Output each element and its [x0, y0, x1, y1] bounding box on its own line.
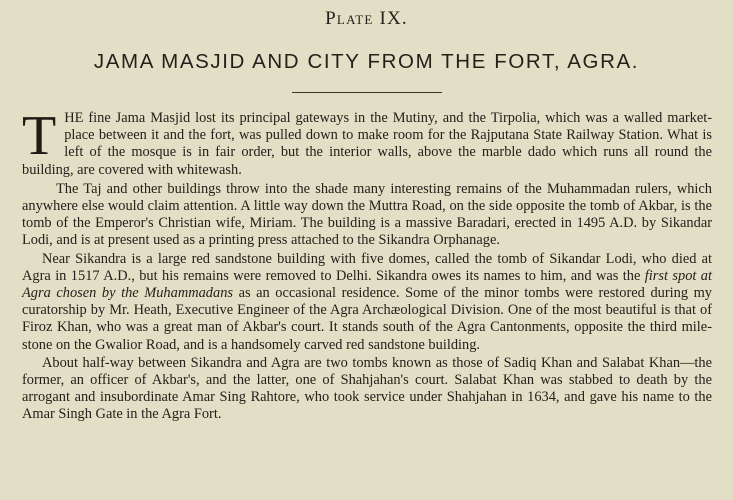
- plate-label: Plate IX.: [325, 8, 408, 29]
- paragraph-4: [22, 355, 712, 424]
- drop-cap: T: [22, 105, 57, 167]
- body-text: [22, 105, 713, 425]
- paragraph-3-italic-phrase: first spot at Agra chosen by the Muhammadans: [22, 267, 713, 302]
- paragraph-3-text-end: as an occasional residence. Some of the minor tombs were restored during my curatorship by Mr. Heath, Executive Engineer of the Agra Archæological Division. One of the most beautiful is that of Firoz Khan, who was a great man of Akbar's court. It stands south of the Agra Cantonments, opposite the third mile-stone on the Gwalior Road, and is a handsomely carved red sandstone building.: [22, 285, 712, 353]
- paragraph-1-text: HE fine Jama Masjid lost its principal gateways in the Mutiny, and the Tirpolia, which was a walled market-place between it and the fort, was pulled down to make room for the Rajputana State Railway Station. What is left of the mosque is in fair order, but the interior walls, above the marble dado which runs all round the building, are covered with whitewash.: [22, 110, 712, 178]
- paragraph-4-text: About half-way between Sikandra and Agra are two tombs known as those of Sadiq Khan and Salabat Khan—the former, an officer of Akbar's, and the latter, one of Shahjahan's court. Salabat Khan was stabbed to death by the arrogant and insubordinate Amar Sing Rahtore, who took service under Shahjahan in 1634, and gave his name to the Amar Singh Gate in the Agra Fort.: [22, 354, 712, 423]
- page-title: JAMA MASJID AND CITY FROM THE FORT, AGRA.: [93, 50, 640, 73]
- title-divider: [292, 92, 442, 93]
- paragraph-3-text-start: Near Sikandra is a large red sandstone building with five domes, called the tomb of Sikandar Lodi, who died at Agra in 1517 A.D., but his remains were removed to Delhi. Sikandra owes its names to him, and was the: [22, 250, 712, 284]
- paragraph-3: [22, 251, 712, 354]
- paragraph-2: [22, 181, 712, 250]
- paragraph-1: [22, 105, 712, 179]
- paragraph-2-text: The Taj and other buildings throw into the shade many interesting remains of the Muhammadan rulers, which anywhere else would claim attention. A little way down the Muttra Road, on the side opposite the tomb of Akbar, is the tomb of the Emperor's Christian wife, Miriam. The building is a massive Baradari, erected in 1495 A.D. by Sikandar Lodi, and is at present used as a printing press attached to the Sikandra Orphanage.: [22, 180, 712, 249]
